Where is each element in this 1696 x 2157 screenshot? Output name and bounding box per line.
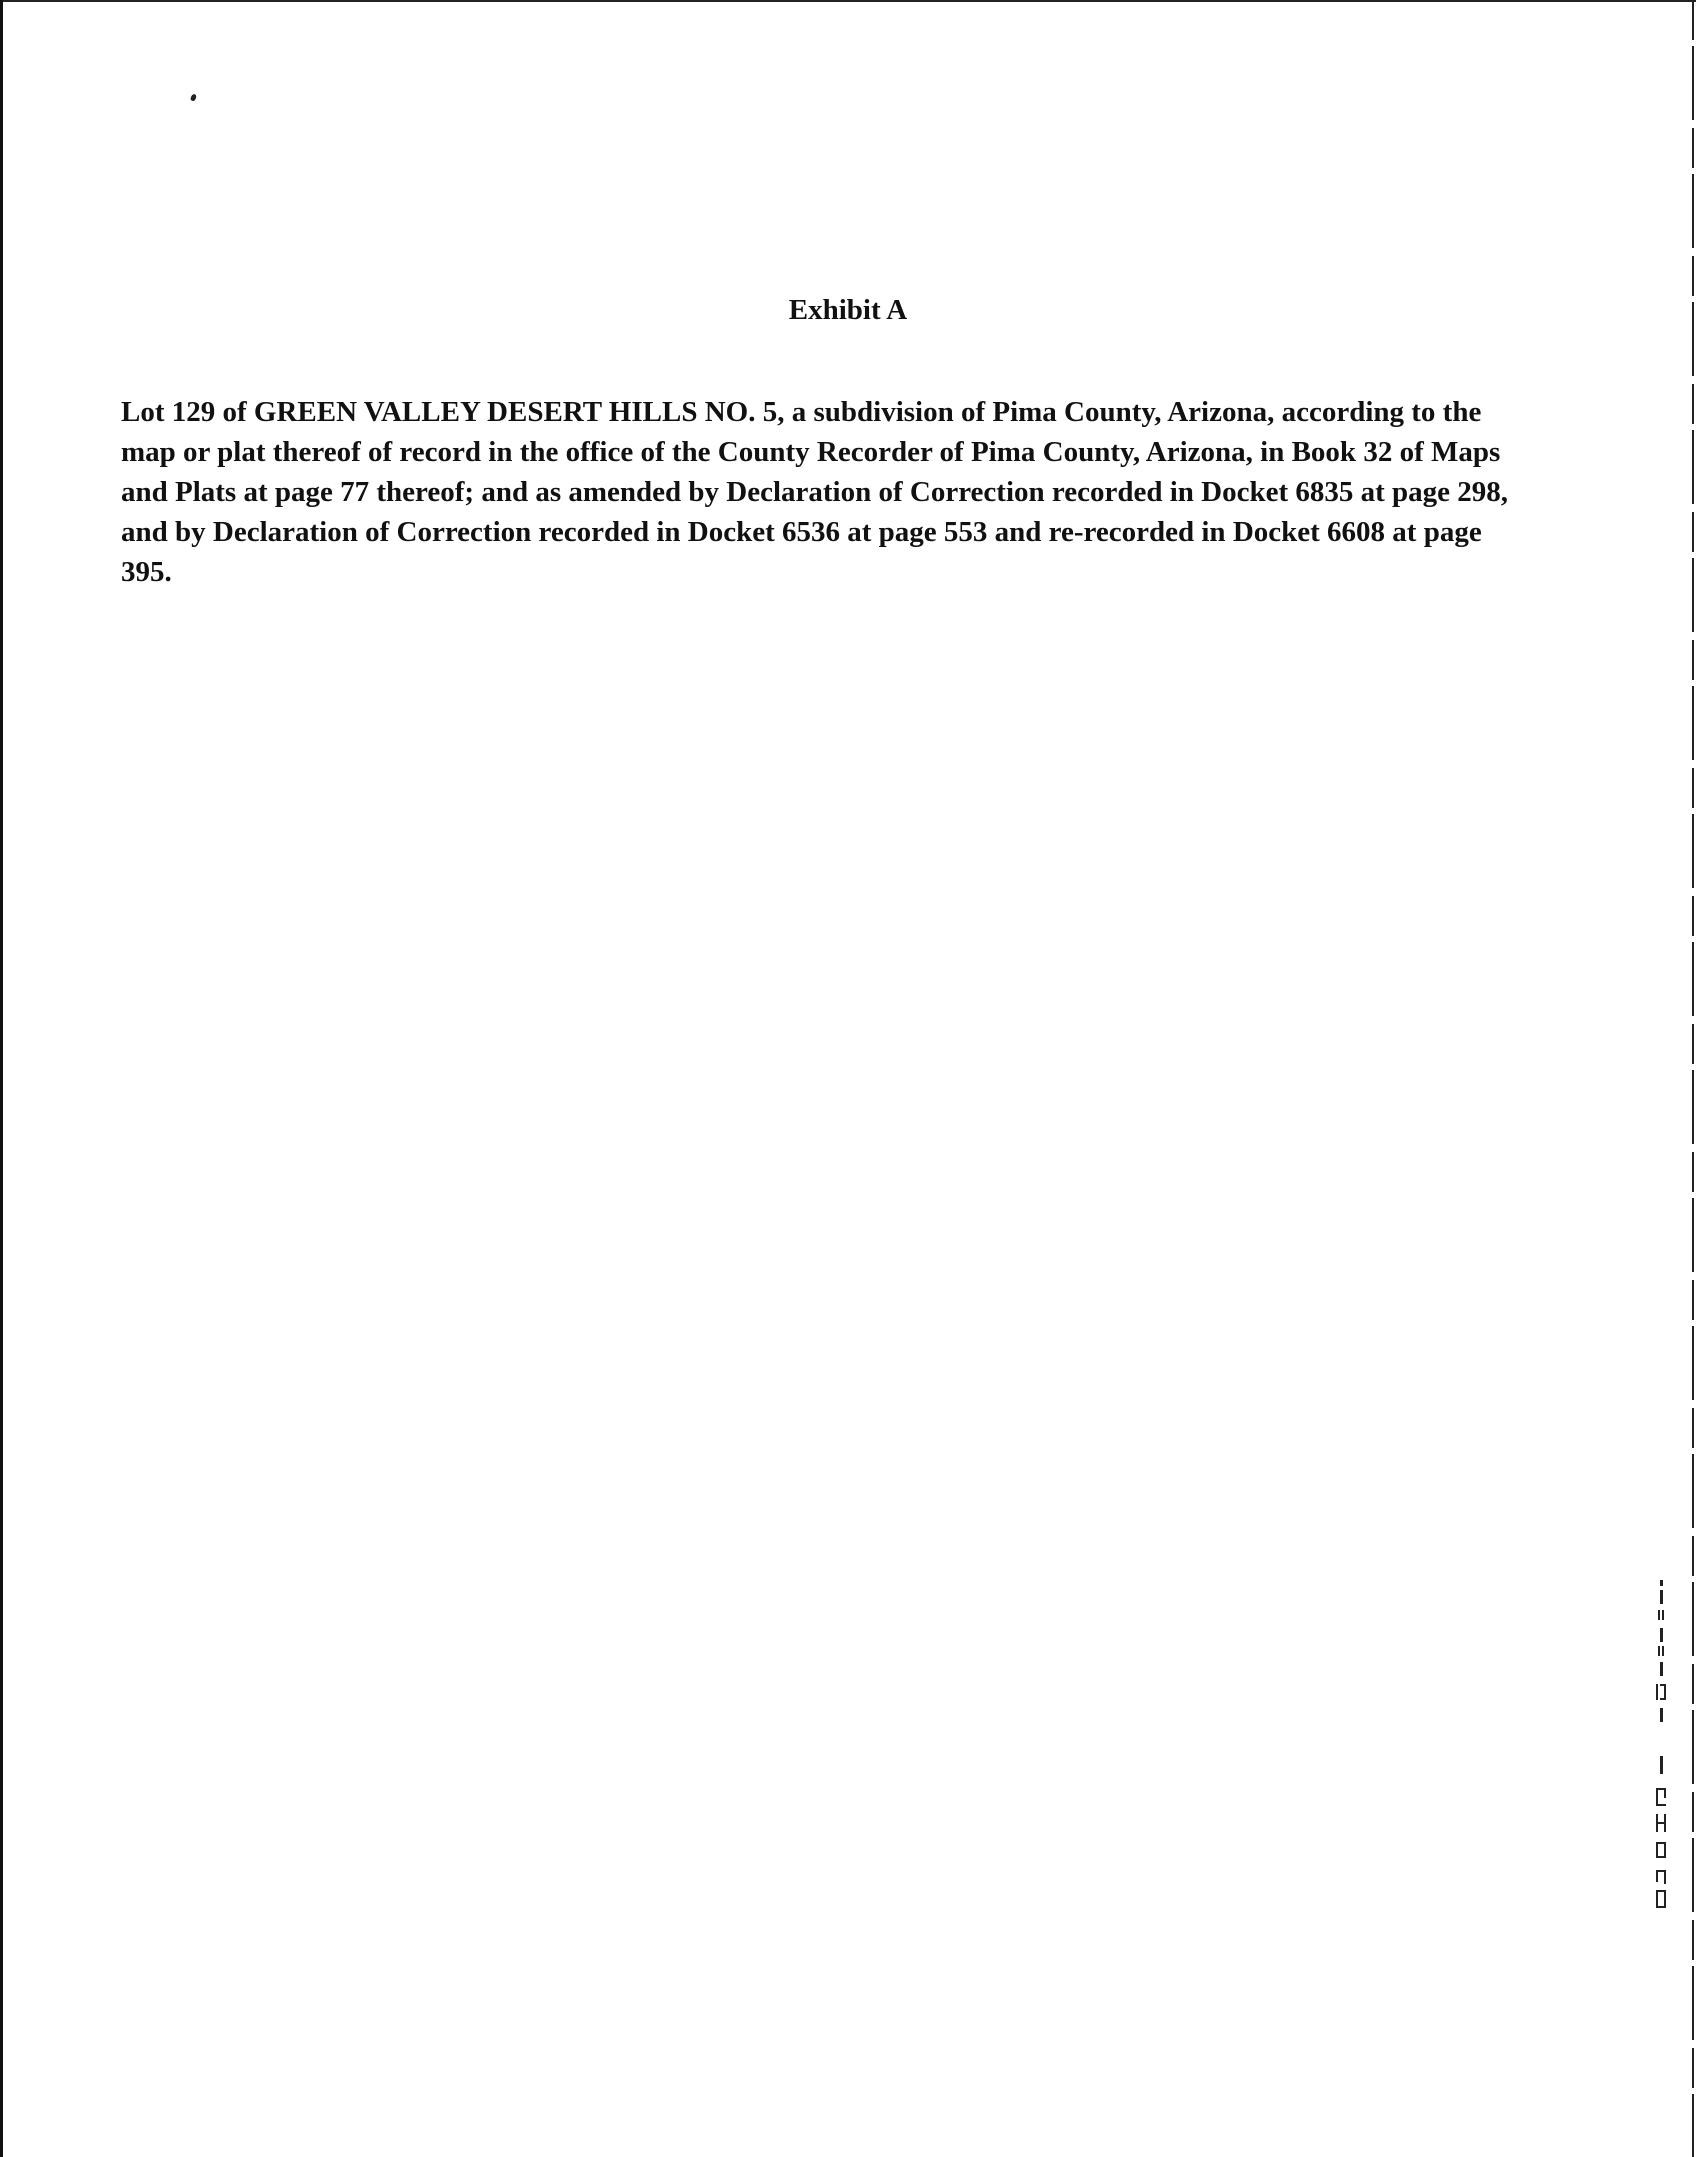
legal-description-line: Lot 129 of GREEN VALLEY DESERT HILLS NO. 5, a subdivision of Pima County, Arizona, according to the: [121, 396, 1482, 428]
scan-speck: [190, 93, 197, 101]
legal-description-line: 395.: [121, 556, 172, 588]
exhibit-title: Exhibit A: [788, 294, 908, 326]
legal-description: [121, 392, 1591, 592]
legal-description-line: and by Declaration of Correction recorded in Docket 6536 at page 553 and re-recorded in Docket 6608 at page: [121, 516, 1482, 548]
legal-description-line: map or plat thereof of record in the office of the County Recorder of Pima County, Arizona, in Book 32 of Maps: [121, 436, 1501, 468]
recorder-margin-stamp: [1648, 1580, 1682, 1930]
legal-description-line: and Plats at page 77 thereof; and as amended by Declaration of Correction recorded in Docket 6835 at page 298,: [121, 476, 1509, 508]
scan-top-edge: [0, 0, 1696, 2]
